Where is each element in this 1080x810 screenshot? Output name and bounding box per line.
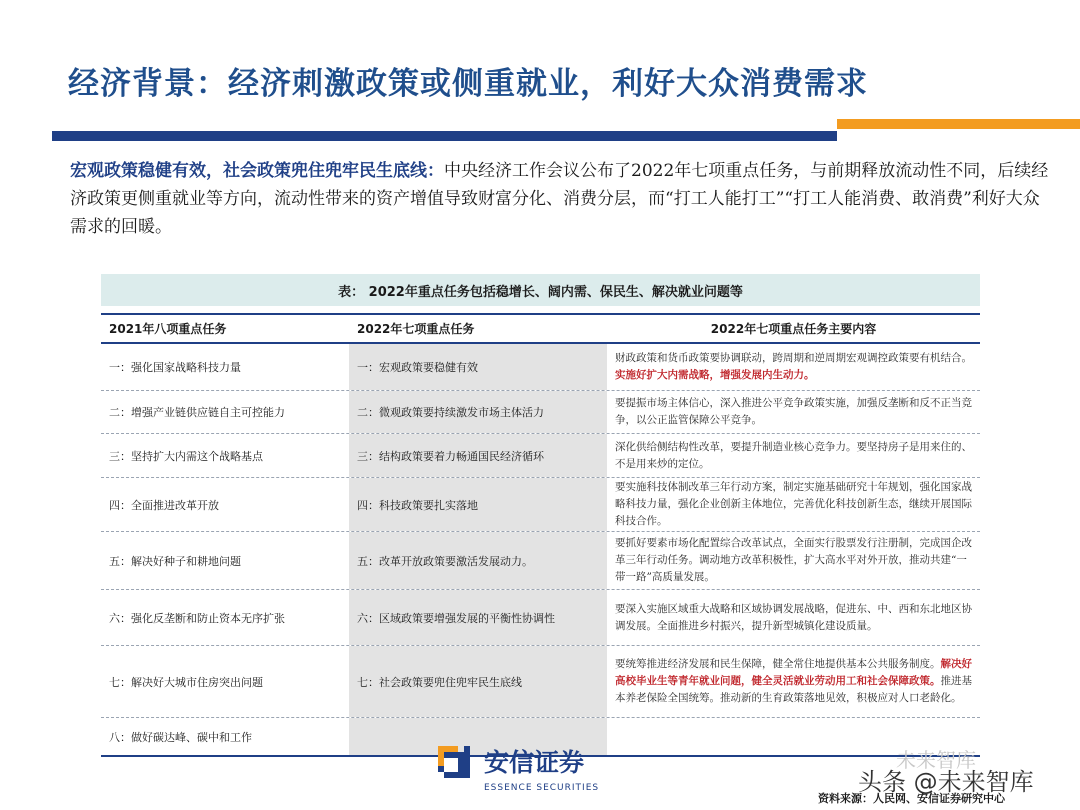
cell-2022-task: 四：科技政策要扎实落地 xyxy=(349,478,607,531)
cell-2022-content: 深化供给侧结构性改革，要提升制造业核心竞争力。要坚持房子是用来住的、不是用来炒的定位。 xyxy=(615,440,972,470)
watermark-toutiao: 头条 @未来智库 xyxy=(858,768,1034,796)
table-row xyxy=(101,391,980,434)
cell-2021-task: 五：解决好种子和耕地问题 xyxy=(109,554,241,568)
cell-2022-content: 要实施科技体制改革三年行动方案，制定实施基础研究十年规划，强化国家战略科技力量，强化企业创新主体地位，完善优化科技创新生态，继续开展国际科技合作。 xyxy=(615,481,972,527)
intro-body: 中央经济工作会议公布了2022年七项重点任务，与前期释放流动性不同，后续经济政策更侧重就业等方向，流动性带来的资产增值导致财富分化、消费分层，而“打工人能打工”“打工人能消费、敢消费”利好大众需求的回暖。 xyxy=(70,161,1049,237)
watermark-faint: 未来智库 xyxy=(896,748,976,772)
source-note: 资料来源：人民网、安信证券研究中心 xyxy=(818,792,1005,805)
cell-2021-task: 六：强化反垄断和防止资本无序扩张 xyxy=(109,611,285,625)
table-row xyxy=(101,646,980,718)
table-row xyxy=(101,434,980,478)
cell-2021-task: 七：解决好大城市住房突出问题 xyxy=(109,675,263,689)
intro-paragraph xyxy=(70,157,1055,241)
header-2022-tasks: 2022年七项重点任务 xyxy=(357,322,475,336)
cell-2022-content: 要抓好要素市场化配置综合改革试点，全面实行股票发行注册制，完成国企改革三年行动任务。调动地方改革积极性，扩大高水平对外开放，推动共建“一带一路”高质量发展。 xyxy=(615,537,972,583)
title-underline-orange xyxy=(837,119,1080,129)
cell-2022-task: 二：微观政策要持续激发市场主体活力 xyxy=(349,391,607,433)
highlight-text: 实施好扩大内需战略，增强发展内生动力。 xyxy=(615,369,815,381)
logo-mark-icon xyxy=(438,746,470,778)
cell-2022-task: 六：区域政策要增强发展的平衡性协调性 xyxy=(349,590,607,645)
cell-2022-content: 要深入实施区域重大战略和区域协调发展战略，促进东、中、西和东北地区协调发展。全面推进乡村振兴，提升新型城镇化建设质量。 xyxy=(615,602,972,632)
table-row xyxy=(101,344,980,391)
cell-2022-content: 要统筹推进经济发展和民生保障，健全常住地提供基本公共服务制度。解决好高校毕业生等青年就业问题，健全灵活就业劳动用工和社会保障政策。推进基本养老保险全国统筹。推动新的生育政策落地见效，积极应对人口老龄化。 xyxy=(615,658,972,704)
header-2022-content: 2022年七项重点任务主要内容 xyxy=(710,322,877,336)
table-row xyxy=(101,478,980,532)
task-table xyxy=(101,313,980,757)
cell-2022-task: 一：宏观政策要稳健有效 xyxy=(349,344,607,390)
cell-2022-task: 五：改革开放政策要激活发展动力。 xyxy=(349,532,607,589)
cell-2022-task: 三：结构政策要着力畅通国民经济循环 xyxy=(349,434,607,477)
title-underline-blue xyxy=(52,131,837,141)
cell-2021-task: 八：做好碳达峰、碳中和工作 xyxy=(109,730,252,744)
cell-2021-task: 一：强化国家战略科技力量 xyxy=(109,361,241,374)
cell-2022-content: 要提振市场主体信心，深入推进公平竞争政策实施，加强反垄断和反不正当竞争，以公正监管保障公平竞争。 xyxy=(615,397,972,426)
intro-lead: 宏观政策稳健有效，社会政策兜住兜牢民生底线： xyxy=(70,161,444,181)
logo-name-en: ESSENCE SECURITIES xyxy=(484,783,600,793)
cell-2022-content: 财政政策和货币政策要协调联动，跨周期和逆周期宏观调控政策要有机结合。实施好扩大内需战略，增强发展内生动力。 xyxy=(615,352,972,381)
cell-2021-task: 三：坚持扩大内需这个战略基点 xyxy=(109,449,263,463)
highlight-text: 解决好高校毕业生等青年就业问题，健全灵活就业劳动用工和社会保障政策。 xyxy=(615,658,972,687)
table-row xyxy=(101,590,980,646)
page-title: 经济背景：经济刺激政策或侧重就业，利好大众消费需求 xyxy=(68,66,868,102)
header-2021-tasks: 2021年八项重点任务 xyxy=(109,322,227,336)
table-header xyxy=(101,315,980,344)
logo-name-cn: 安信证券 xyxy=(484,748,585,777)
cell-2022-task: 七：社会政策要兜住兜牢民生底线 xyxy=(349,646,607,717)
cell-2021-task: 四：全面推进改革开放 xyxy=(109,498,219,512)
table-row xyxy=(101,532,980,590)
cell-2021-task: 二：增强产业链供应链自主可控能力 xyxy=(109,406,285,419)
table-caption: 表： 2022年重点任务包括稳增长、阔内需、保民生、解决就业问题等 xyxy=(101,274,980,306)
